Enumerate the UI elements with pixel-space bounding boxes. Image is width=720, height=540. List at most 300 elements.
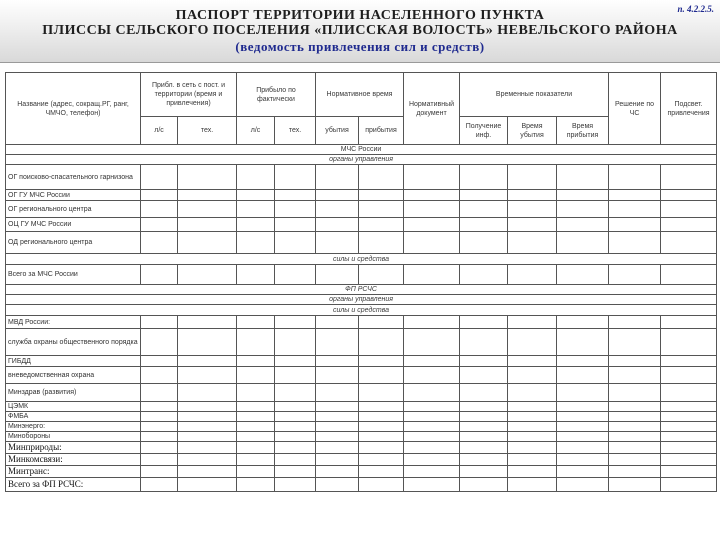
table-cell[interactable] <box>609 466 661 478</box>
table-cell[interactable] <box>661 201 717 218</box>
table-cell[interactable] <box>609 367 661 384</box>
table-cell[interactable] <box>237 442 275 454</box>
table-cell[interactable] <box>275 412 316 422</box>
table-cell[interactable] <box>359 316 404 329</box>
table-cell[interactable] <box>404 232 460 254</box>
table-cell[interactable] <box>661 432 717 442</box>
table-cell[interactable] <box>275 442 316 454</box>
table-cell[interactable] <box>275 478 316 492</box>
table-cell[interactable] <box>609 454 661 466</box>
table-cell[interactable] <box>661 265 717 285</box>
table-cell[interactable] <box>141 265 178 285</box>
table-row <box>6 442 717 454</box>
row-name: Минкомсвязи: <box>6 454 141 466</box>
table-cell[interactable] <box>141 356 178 367</box>
table-row <box>6 412 717 422</box>
table-cell[interactable] <box>508 356 557 367</box>
table-cell[interactable] <box>661 478 717 492</box>
table-cell[interactable] <box>316 422 359 432</box>
table-cell[interactable] <box>404 442 460 454</box>
table-cell[interactable] <box>359 402 404 412</box>
table-row <box>6 367 717 384</box>
table-cell[interactable] <box>275 190 316 201</box>
table-cell[interactable] <box>275 329 316 356</box>
table-cell[interactable] <box>508 367 557 384</box>
table-cell[interactable] <box>460 367 508 384</box>
title-banner <box>0 0 720 63</box>
table-cell[interactable] <box>508 232 557 254</box>
table-cell[interactable] <box>557 432 609 442</box>
section-label: силы и средства <box>6 305 717 316</box>
table-cell[interactable] <box>141 454 178 466</box>
table-cell[interactable] <box>178 356 237 367</box>
table-cell[interactable] <box>316 412 359 422</box>
title-line-1: ПАСПОРТ ТЕРРИТОРИИ НАСЕЛЕННОГО ПУНКТА <box>175 8 545 23</box>
table-cell[interactable] <box>460 432 508 442</box>
table-row <box>6 356 717 367</box>
table-row <box>6 478 717 492</box>
table-cell[interactable] <box>661 454 717 466</box>
table-cell[interactable] <box>359 454 404 466</box>
table-cell[interactable] <box>557 165 609 190</box>
table-cell[interactable] <box>316 402 359 412</box>
table-cell[interactable] <box>460 478 508 492</box>
col-actual-tech: тех. <box>275 117 316 145</box>
row-name: Минприроды: <box>6 442 141 454</box>
table-cell[interactable] <box>237 422 275 432</box>
table-cell[interactable] <box>316 316 359 329</box>
col-arrival-ls: л/с <box>141 117 178 145</box>
table-cell[interactable] <box>141 201 178 218</box>
table-row <box>6 384 717 402</box>
table-cell[interactable] <box>557 201 609 218</box>
table-cell[interactable] <box>508 190 557 201</box>
table-cell[interactable] <box>661 367 717 384</box>
table-cell[interactable] <box>316 432 359 442</box>
table-cell[interactable] <box>237 356 275 367</box>
table-cell[interactable] <box>609 201 661 218</box>
table-cell[interactable] <box>237 329 275 356</box>
table-cell[interactable] <box>316 384 359 402</box>
table-cell[interactable] <box>316 232 359 254</box>
table-cell[interactable] <box>557 454 609 466</box>
row-name: Минздрав (развития) <box>6 384 141 402</box>
table-row <box>6 285 717 295</box>
table-cell[interactable] <box>237 201 275 218</box>
table-cell[interactable] <box>557 265 609 285</box>
table-cell[interactable] <box>316 442 359 454</box>
table-cell[interactable] <box>275 454 316 466</box>
row-name: ОД регионального центра <box>6 232 141 254</box>
table-cell[interactable] <box>609 190 661 201</box>
table-cell[interactable] <box>661 442 717 454</box>
row-name: ОЦ ГУ МЧС России <box>6 218 141 232</box>
table-cell[interactable] <box>359 190 404 201</box>
table-cell[interactable] <box>316 367 359 384</box>
table-cell[interactable] <box>404 165 460 190</box>
table-cell[interactable] <box>359 442 404 454</box>
table-cell[interactable] <box>404 329 460 356</box>
table-cell[interactable] <box>557 466 609 478</box>
table-cell[interactable] <box>316 478 359 492</box>
table-cell[interactable] <box>141 232 178 254</box>
table-cell[interactable] <box>460 201 508 218</box>
table-cell[interactable] <box>141 316 178 329</box>
table-cell[interactable] <box>141 329 178 356</box>
section-label: ФП РСЧС <box>6 285 717 295</box>
table-cell[interactable] <box>141 432 178 442</box>
table-cell[interactable] <box>404 356 460 367</box>
col-norm-departure: убытия <box>316 117 359 145</box>
table-cell[interactable] <box>359 432 404 442</box>
table-row <box>6 218 717 232</box>
table-cell[interactable] <box>275 384 316 402</box>
table-cell[interactable] <box>508 466 557 478</box>
table-cell[interactable] <box>557 412 609 422</box>
table-cell[interactable] <box>404 201 460 218</box>
row-name: вневедомственная охрана <box>6 367 141 384</box>
table-row <box>6 329 717 356</box>
table-body <box>6 145 717 492</box>
table-cell[interactable] <box>557 232 609 254</box>
table-cell[interactable] <box>460 402 508 412</box>
table-cell[interactable] <box>178 316 237 329</box>
table-cell[interactable] <box>460 466 508 478</box>
table-cell[interactable] <box>178 454 237 466</box>
table-cell[interactable] <box>316 265 359 285</box>
table-cell[interactable] <box>178 432 237 442</box>
table-cell[interactable] <box>359 201 404 218</box>
table-cell[interactable] <box>275 466 316 478</box>
table-cell[interactable] <box>460 442 508 454</box>
col-ti-received: Получение инф. <box>460 117 508 145</box>
table-cell[interactable] <box>661 412 717 422</box>
table-row <box>6 190 717 201</box>
table-cell[interactable] <box>178 218 237 232</box>
table-cell[interactable] <box>404 190 460 201</box>
col-name: Название (адрес, сокращ.РГ, ранг, ЧМЧО, телефон) <box>6 73 141 145</box>
table-cell[interactable] <box>359 329 404 356</box>
table-cell[interactable] <box>460 422 508 432</box>
table-cell[interactable] <box>661 356 717 367</box>
col-actual: Прибыло по фактически <box>237 73 316 117</box>
table-cell[interactable] <box>178 232 237 254</box>
table-cell[interactable] <box>508 384 557 402</box>
row-name: ГИБДД <box>6 356 141 367</box>
table-cell[interactable] <box>460 454 508 466</box>
table-cell[interactable] <box>141 367 178 384</box>
row-name: Всего за МЧС России <box>6 265 141 285</box>
table-cell[interactable] <box>237 190 275 201</box>
table-cell[interactable] <box>557 356 609 367</box>
table-cell[interactable] <box>178 412 237 422</box>
table-cell[interactable] <box>141 190 178 201</box>
table-cell[interactable] <box>557 316 609 329</box>
table-cell[interactable] <box>661 402 717 412</box>
table-cell[interactable] <box>460 218 508 232</box>
table-cell[interactable] <box>275 218 316 232</box>
table-cell[interactable] <box>178 442 237 454</box>
table-cell[interactable] <box>359 422 404 432</box>
row-name: ЦЭМК <box>6 402 141 412</box>
table-cell[interactable] <box>237 218 275 232</box>
table-cell[interactable] <box>661 165 717 190</box>
table-cell[interactable] <box>237 316 275 329</box>
table-row <box>6 316 717 329</box>
table-cell[interactable] <box>609 218 661 232</box>
table-row <box>6 402 717 412</box>
table-cell[interactable] <box>178 265 237 285</box>
table-cell[interactable] <box>508 422 557 432</box>
col-norm-arrival: прибытия <box>359 117 404 145</box>
col-time-indicators: Временные показатели <box>460 73 609 117</box>
table-cell[interactable] <box>460 316 508 329</box>
resource-table <box>5 72 717 492</box>
table-cell[interactable] <box>178 466 237 478</box>
table-cell[interactable] <box>275 367 316 384</box>
table-cell[interactable] <box>275 316 316 329</box>
table-cell[interactable] <box>404 412 460 422</box>
table-cell[interactable] <box>178 190 237 201</box>
table-cell[interactable] <box>609 232 661 254</box>
table-row <box>6 432 717 442</box>
table-cell[interactable] <box>404 384 460 402</box>
table-row <box>6 295 717 305</box>
table-cell[interactable] <box>359 384 404 402</box>
col-arrival-tech: тех. <box>178 117 237 145</box>
table-row <box>6 155 717 165</box>
table-cell[interactable] <box>609 412 661 422</box>
table-cell[interactable] <box>609 356 661 367</box>
section-label: МЧС России <box>6 145 717 155</box>
table-cell[interactable] <box>237 432 275 442</box>
table-cell[interactable] <box>661 316 717 329</box>
col-decision: Решение по ЧС <box>609 73 661 145</box>
table-cell[interactable] <box>557 190 609 201</box>
table-cell[interactable] <box>237 384 275 402</box>
table-cell[interactable] <box>316 218 359 232</box>
row-name: ОГ регионального центра <box>6 201 141 218</box>
row-name: Минэнерго: <box>6 422 141 432</box>
table-cell[interactable] <box>609 478 661 492</box>
table-cell[interactable] <box>275 265 316 285</box>
table-cell[interactable] <box>141 402 178 412</box>
table-cell[interactable] <box>609 265 661 285</box>
table-cell[interactable] <box>508 218 557 232</box>
row-name: служба охраны общественного порядка <box>6 329 141 356</box>
table-cell[interactable] <box>178 367 237 384</box>
table-cell[interactable] <box>237 367 275 384</box>
table-cell[interactable] <box>275 201 316 218</box>
table-cell[interactable] <box>404 316 460 329</box>
table-cell[interactable] <box>275 422 316 432</box>
table-cell[interactable] <box>508 432 557 442</box>
table-cell[interactable] <box>359 367 404 384</box>
table-cell[interactable] <box>609 402 661 412</box>
table-cell[interactable] <box>557 367 609 384</box>
table-cell[interactable] <box>316 165 359 190</box>
table-cell[interactable] <box>460 265 508 285</box>
table-cell[interactable] <box>661 422 717 432</box>
table-cell[interactable] <box>460 412 508 422</box>
table-cell[interactable] <box>359 478 404 492</box>
table-cell[interactable] <box>460 232 508 254</box>
table-cell[interactable] <box>557 218 609 232</box>
table-cell[interactable] <box>237 478 275 492</box>
section-label: органы управления <box>6 155 717 165</box>
table-cell[interactable] <box>404 402 460 412</box>
table-cell[interactable] <box>275 165 316 190</box>
col-ti-arrival: Время прибытия <box>557 117 609 145</box>
table-row <box>6 254 717 265</box>
table-cell[interactable] <box>359 412 404 422</box>
table-cell[interactable] <box>460 190 508 201</box>
table-cell[interactable] <box>275 432 316 442</box>
table-cell[interactable] <box>237 454 275 466</box>
table-cell[interactable] <box>141 165 178 190</box>
col-ti-departure: Время убытия <box>508 117 557 145</box>
table-cell[interactable] <box>141 412 178 422</box>
table-cell[interactable] <box>508 402 557 412</box>
table-cell[interactable] <box>237 232 275 254</box>
row-name: ОГ ГУ МЧС России <box>6 190 141 201</box>
row-name: ФМБА <box>6 412 141 422</box>
table-cell[interactable] <box>609 442 661 454</box>
table-cell[interactable] <box>508 329 557 356</box>
table-cell[interactable] <box>178 329 237 356</box>
table-row <box>6 305 717 316</box>
table-cell[interactable] <box>508 265 557 285</box>
table-cell[interactable] <box>661 329 717 356</box>
table-row <box>6 232 717 254</box>
col-arrival: Прибл. в сеть с пост. и территории (время и привлечения) <box>141 73 237 117</box>
table-cell[interactable] <box>178 165 237 190</box>
row-name: Всего за ФП РСЧС: <box>6 478 141 492</box>
table-cell[interactable] <box>141 384 178 402</box>
table-cell[interactable] <box>359 218 404 232</box>
table-cell[interactable] <box>508 412 557 422</box>
table-cell[interactable] <box>275 402 316 412</box>
table-cell[interactable] <box>460 356 508 367</box>
table-cell[interactable] <box>178 422 237 432</box>
table-cell[interactable] <box>404 367 460 384</box>
table-cell[interactable] <box>141 218 178 232</box>
col-actual-ls: л/с <box>237 117 275 145</box>
table-cell[interactable] <box>609 316 661 329</box>
table-cell[interactable] <box>557 478 609 492</box>
title-line-3: (ведомость привлечения сил и средств) <box>235 39 485 54</box>
table-cell[interactable] <box>661 466 717 478</box>
table-cell[interactable] <box>141 442 178 454</box>
table-cell[interactable] <box>508 165 557 190</box>
table-cell[interactable] <box>460 384 508 402</box>
table-cell[interactable] <box>237 412 275 422</box>
table-cell[interactable] <box>661 232 717 254</box>
table-cell[interactable] <box>557 384 609 402</box>
col-notes: Подсвет. привлечения <box>661 73 717 145</box>
table-cell[interactable] <box>237 402 275 412</box>
table-cell[interactable] <box>609 432 661 442</box>
table-row <box>6 265 717 285</box>
page-reference: п. 4.2.2.5. <box>677 4 714 14</box>
table-row <box>6 201 717 218</box>
table-cell[interactable] <box>508 454 557 466</box>
table-cell[interactable] <box>404 265 460 285</box>
row-name: Минобороны <box>6 432 141 442</box>
table-cell[interactable] <box>237 265 275 285</box>
table-cell[interactable] <box>557 422 609 432</box>
table-cell[interactable] <box>141 422 178 432</box>
table-cell[interactable] <box>178 384 237 402</box>
table-cell[interactable] <box>557 402 609 412</box>
table-cell[interactable] <box>316 190 359 201</box>
table-cell[interactable] <box>275 232 316 254</box>
table-cell[interactable] <box>508 201 557 218</box>
table-cell[interactable] <box>557 442 609 454</box>
table-cell[interactable] <box>359 232 404 254</box>
table-cell[interactable] <box>359 356 404 367</box>
table-row <box>6 145 717 155</box>
table-cell[interactable] <box>141 478 178 492</box>
table-row <box>6 422 717 432</box>
table-cell[interactable] <box>508 442 557 454</box>
table-cell[interactable] <box>609 422 661 432</box>
table-cell[interactable] <box>404 466 460 478</box>
section-label: органы управления <box>6 295 717 305</box>
table-cell[interactable] <box>359 265 404 285</box>
table-cell[interactable] <box>404 218 460 232</box>
table-cell[interactable] <box>661 384 717 402</box>
table-cell[interactable] <box>237 165 275 190</box>
table-cell[interactable] <box>316 466 359 478</box>
table-cell[interactable] <box>460 329 508 356</box>
table-cell[interactable] <box>237 466 275 478</box>
table-cell[interactable] <box>557 329 609 356</box>
table-cell[interactable] <box>404 478 460 492</box>
table-cell[interactable] <box>609 329 661 356</box>
table-cell[interactable] <box>275 356 316 367</box>
col-normative: Нормативное время <box>316 73 404 117</box>
table-cell[interactable] <box>178 402 237 412</box>
table-cell[interactable] <box>661 218 717 232</box>
table-cell[interactable] <box>316 356 359 367</box>
table-cell[interactable] <box>661 190 717 201</box>
table-cell[interactable] <box>609 384 661 402</box>
table-cell[interactable] <box>316 329 359 356</box>
table-cell[interactable] <box>508 478 557 492</box>
table-cell[interactable] <box>359 165 404 190</box>
table-cell[interactable] <box>178 201 237 218</box>
table-cell[interactable] <box>141 466 178 478</box>
table-cell[interactable] <box>404 454 460 466</box>
section-label: силы и средства <box>6 254 717 265</box>
table-cell[interactable] <box>460 165 508 190</box>
table-row <box>6 454 717 466</box>
table-cell[interactable] <box>178 478 237 492</box>
row-name: МВД России: <box>6 316 141 329</box>
table-cell[interactable] <box>359 466 404 478</box>
col-normative-doc: Нормативный документ <box>404 73 460 145</box>
table-cell[interactable] <box>404 432 460 442</box>
table-cell[interactable] <box>316 454 359 466</box>
table-cell[interactable] <box>609 165 661 190</box>
row-name: Минтранс: <box>6 466 141 478</box>
table-cell[interactable] <box>404 422 460 432</box>
table-cell[interactable] <box>508 316 557 329</box>
title-line-2: ПЛИССЫ СЕЛЬСКОГО ПОСЕЛЕНИЯ «ПЛИССКАЯ ВОЛОСТЬ» НЕВЕЛЬСКОГО РАЙОНА <box>42 23 678 38</box>
table-cell[interactable] <box>316 201 359 218</box>
table-row <box>6 466 717 478</box>
